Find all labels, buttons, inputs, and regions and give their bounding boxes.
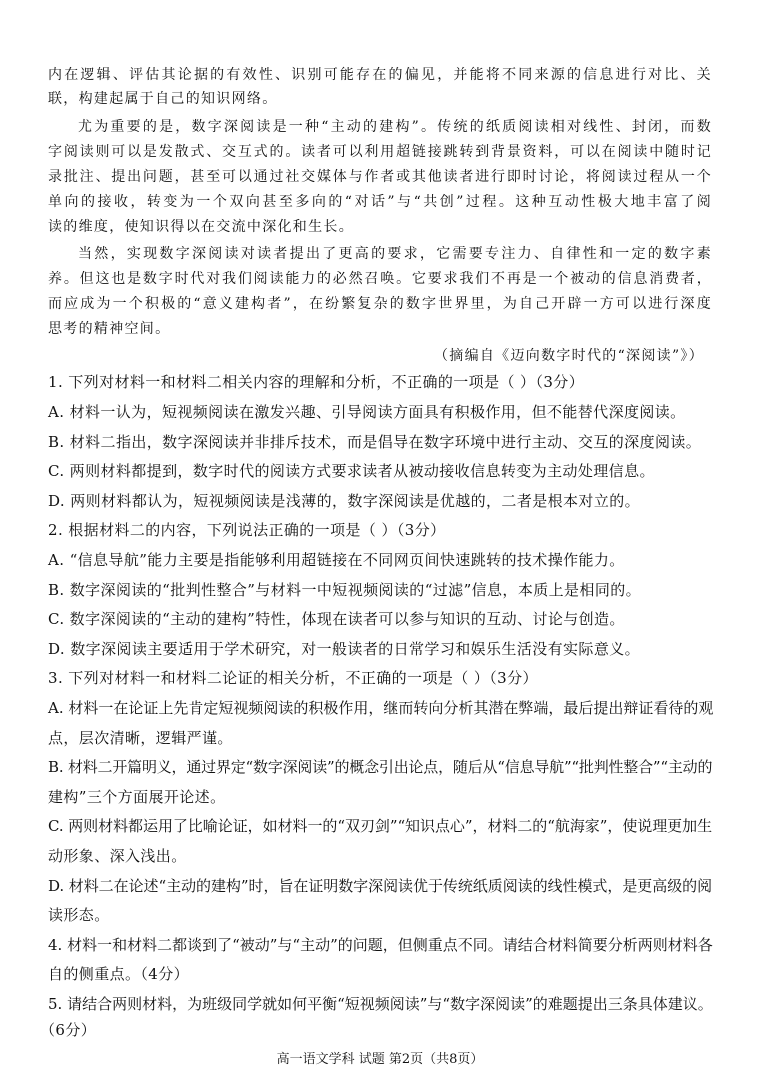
passage-line: 单向的接收，转变为一个双向甚至多向的“对话”与“共创”过程。这种互动性极大地丰富了阅 bbox=[48, 194, 712, 210]
question-3-stem: 3. 下列对材料一和材料二论证的相关分析，不正确的一项是（ ）（3分） bbox=[48, 669, 538, 687]
question-2-option-b: B. 数字深阅读的“批判性整合”与材料一中短视频阅读的“过滤”信息，本质上是相同的。 bbox=[48, 581, 642, 599]
question-1-option-c: C. 两则材料都提到，数字时代的阅读方式要求读者从被动接收信息转变为主动处理信息。 bbox=[48, 462, 655, 480]
question-2-option-d: D. 数字深阅读主要适用于学术研究，对一般读者的日常学习和娱乐生活没有实际意义。 bbox=[48, 640, 641, 658]
question-3-option-d-cont: 读形态。 bbox=[48, 906, 110, 924]
question-4-stem: 4. 材料一和材料二都谈到了“被动”与“主动”的问题，但侧重点不同。请结合材料简要分析两则材料各 bbox=[48, 936, 713, 954]
question-1-option-d: D. 两则材料都认为，短视频阅读是浅薄的，数字深阅读是优越的，二者是根本对立的。 bbox=[48, 492, 641, 510]
question-3-option-b-cont: 建构”三个方面展开论述。 bbox=[48, 788, 226, 806]
question-3-option-a: A. 材料一在论证上先肯定短视频阅读的积极作用，继而转向分析其潜在弊端，最后提出辩证看待的观 bbox=[48, 699, 714, 717]
passage-line: 字阅读则可以是发散式、交互式的。读者可以利用超链接跳转到背景资料，可以在阅读中随时记 bbox=[48, 144, 712, 160]
question-1-stem: 1. 下列对材料一和材料二相关内容的理解和分析，不正确的一项是（ ）（3分） bbox=[48, 373, 585, 391]
question-3-option-b: B. 材料二开篇明义，通过界定“数字深阅读”的概念引出论点，随后从“信息导航”“批判性整合”“主动的 bbox=[48, 758, 713, 776]
passage-line: 联，构建起属于自己的知识网络。 bbox=[48, 91, 278, 107]
passage-source: （摘编自《迈向数字时代的“深阅读”》） bbox=[433, 348, 704, 364]
question-1-option-a: A. 材料一认为，短视频阅读在激发兴趣、引导阅读方面具有积极作用，但不能替代深度阅读。 bbox=[48, 403, 686, 421]
passage-line: 录批注、提出问题，甚至可以通过社交媒体与作者或其他读者进行即时讨论，将阅读过程从一个 bbox=[48, 169, 712, 185]
passage-line: 思考的精神空间。 bbox=[48, 321, 171, 337]
question-2-option-c: C. 数字深阅读的“主动的建构”特性，体现在读者可以参与知识的互动、讨论与创造。 bbox=[48, 610, 625, 628]
passage-line: 当然，实现数字深阅读对读者提出了更高的要求，它需要专注力、自律性和一定的数字素 bbox=[78, 246, 712, 262]
question-2-option-a: A. “信息导航”能力主要是指能够利用超链接在不同网页间快速跳转的技术操作能力。 bbox=[48, 551, 625, 569]
passage-line: 内在逻辑、评估其论据的有效性、识别可能存在的偏见，并能将不同来源的信息进行对比、关 bbox=[48, 67, 712, 83]
passage-line: 而应成为一个积极的“意义建构者”，在纷繁复杂的数字世界里，为自己开辟一方可以进行深度 bbox=[48, 296, 712, 312]
question-2-stem: 2. 根据材料二的内容，下列说法正确的一项是（ ）（3分） bbox=[48, 521, 446, 539]
passage-line: 读的维度，使知识得以在交流中深化和生长。 bbox=[48, 219, 354, 235]
question-5-stem-cont: （6分） bbox=[40, 1021, 97, 1039]
question-5-stem: 5. 请结合两则材料，为班级同学就如何平衡“短视频阅读”与“数字深阅读”的难题提出三条具体建议。 bbox=[48, 995, 713, 1013]
passage-line: 养。但这也是数字时代对我们阅读能力的必然召唤。它要求我们不再是一个被动的信息消费者， bbox=[48, 271, 712, 287]
question-3-option-a-cont: 点，层次清晰，逻辑严谨。 bbox=[48, 729, 233, 747]
question-4-stem-cont: 自的侧重点。（4分） bbox=[48, 965, 190, 983]
question-3-option-d: D. 材料二在论述“主动的建构”时，旨在证明数字深阅读优于传统纸质阅读的线性模式，是更高级的阅 bbox=[48, 877, 712, 895]
question-3-option-c-cont: 动形象、深入浅出。 bbox=[48, 847, 187, 865]
passage-line: 尤为重要的是，数字深阅读是一种“主动的建构”。传统的纸质阅读相对线性、封闭，而数 bbox=[78, 119, 712, 135]
page-footer: 高一语文学科 试题 第2页（共8页） bbox=[276, 1052, 484, 1067]
question-1-option-b: B. 材料二指出，数字深阅读并非排斥技术，而是倡导在数字环境中进行主动、交互的深度阅读。 bbox=[48, 433, 702, 451]
question-3-option-c: C. 两则材料都运用了比喻论证，如材料一的“双刃剑”“知识点心”，材料二的“航海家”，使说理更加生 bbox=[48, 817, 712, 835]
